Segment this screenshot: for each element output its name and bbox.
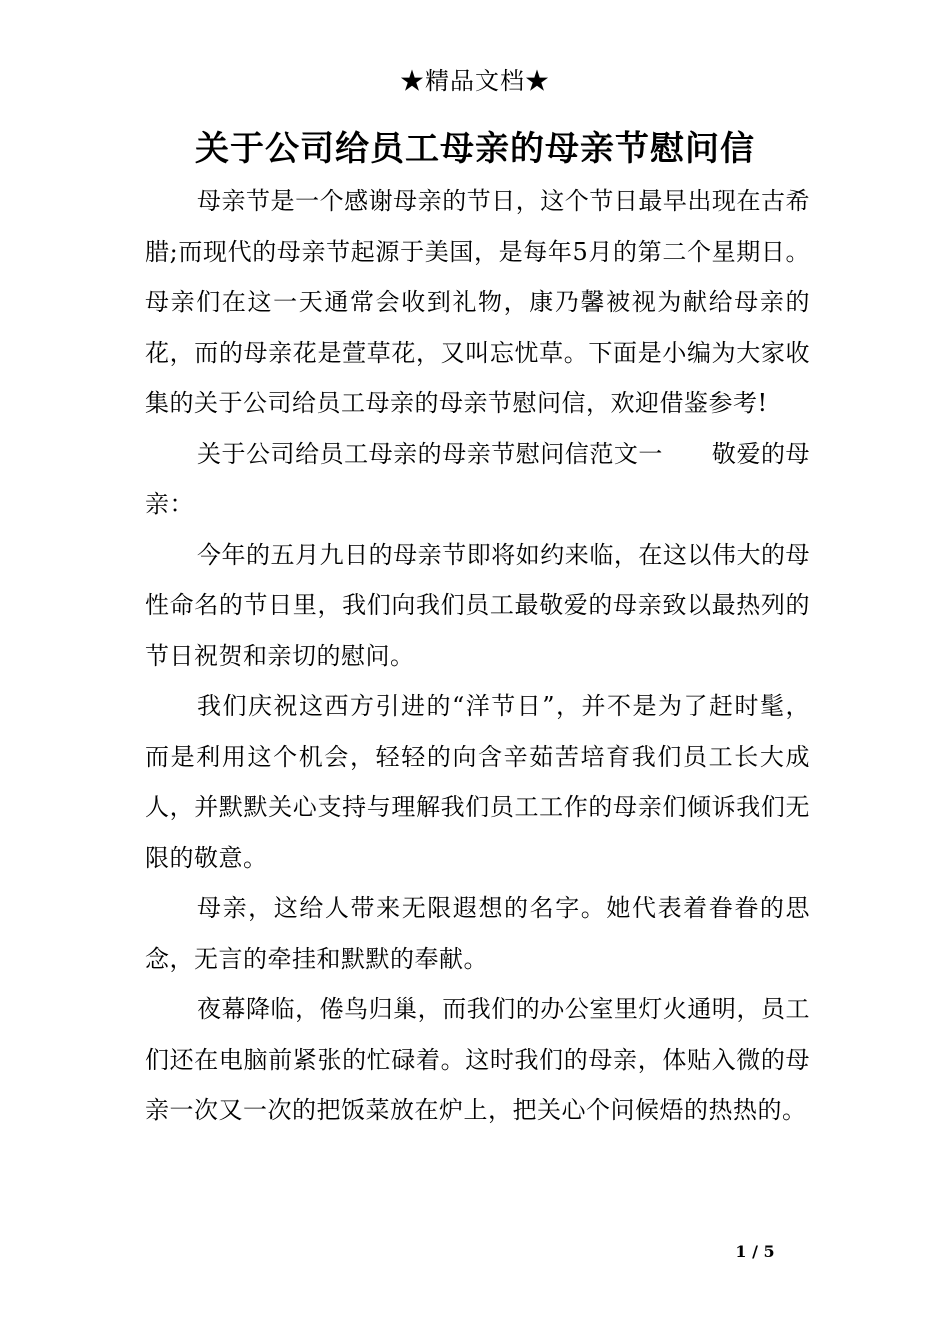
paragraph-salutation: 关于公司给员工母亲的母亲节慰问信范文一 敬爱的母亲： — [145, 439, 810, 518]
page-title: 关于公司给员工母亲的母亲节慰问信 — [195, 129, 755, 169]
page-number: 1 / 5 — [735, 1242, 775, 1261]
paragraph-mother: 母亲，这给人带来无限遐想的名字。她代表着眷眷的思念，无言的牵挂和默默的奉献。 — [145, 894, 810, 973]
paragraph-greeting: 今年的五月九日的母亲节即将如约来临，在这以伟大的母性命名的节日里，我们向我们员工最敬爱的母亲致以最热列的节日祝贺和亲切的慰问。 — [145, 540, 810, 670]
paragraph-intro: 母亲节是一个感谢母亲的节日，这个节日最早出现在古希腊;而现代的母亲节起源于美国，是每年5月的第二个星期日。母亲们在这一天通常会收到礼物，康乃馨被视为献给母亲的花，而的母亲花是萱草花，又叫忘忧草。下面是小编为大家收集的关于公司给员工母亲的母亲节慰问信，欢迎借鉴参考! — [145, 187, 810, 417]
header-mark: ★精品文档★ — [400, 67, 550, 95]
document-body — [145, 176, 810, 1136]
paragraph-evening: 夜幕降临，倦鸟归巢，而我们的办公室里灯火通明，员工们还在电脑前紧张的忙碌着。这时我们的母亲，体贴入微的母亲一次又一次的把饭菜放在炉上，把关心个问候焐的热热的。 — [145, 995, 810, 1124]
paragraph-celebration: 我们庆祝这西方引进的“洋节日”，并不是为了赶时髦，而是利用这个机会，轻轻的向含辛茹苦培育我们员工长大成人，并默默关心支持与理解我们员工工作的母亲们倾诉我们无限的敬意。 — [145, 692, 810, 872]
